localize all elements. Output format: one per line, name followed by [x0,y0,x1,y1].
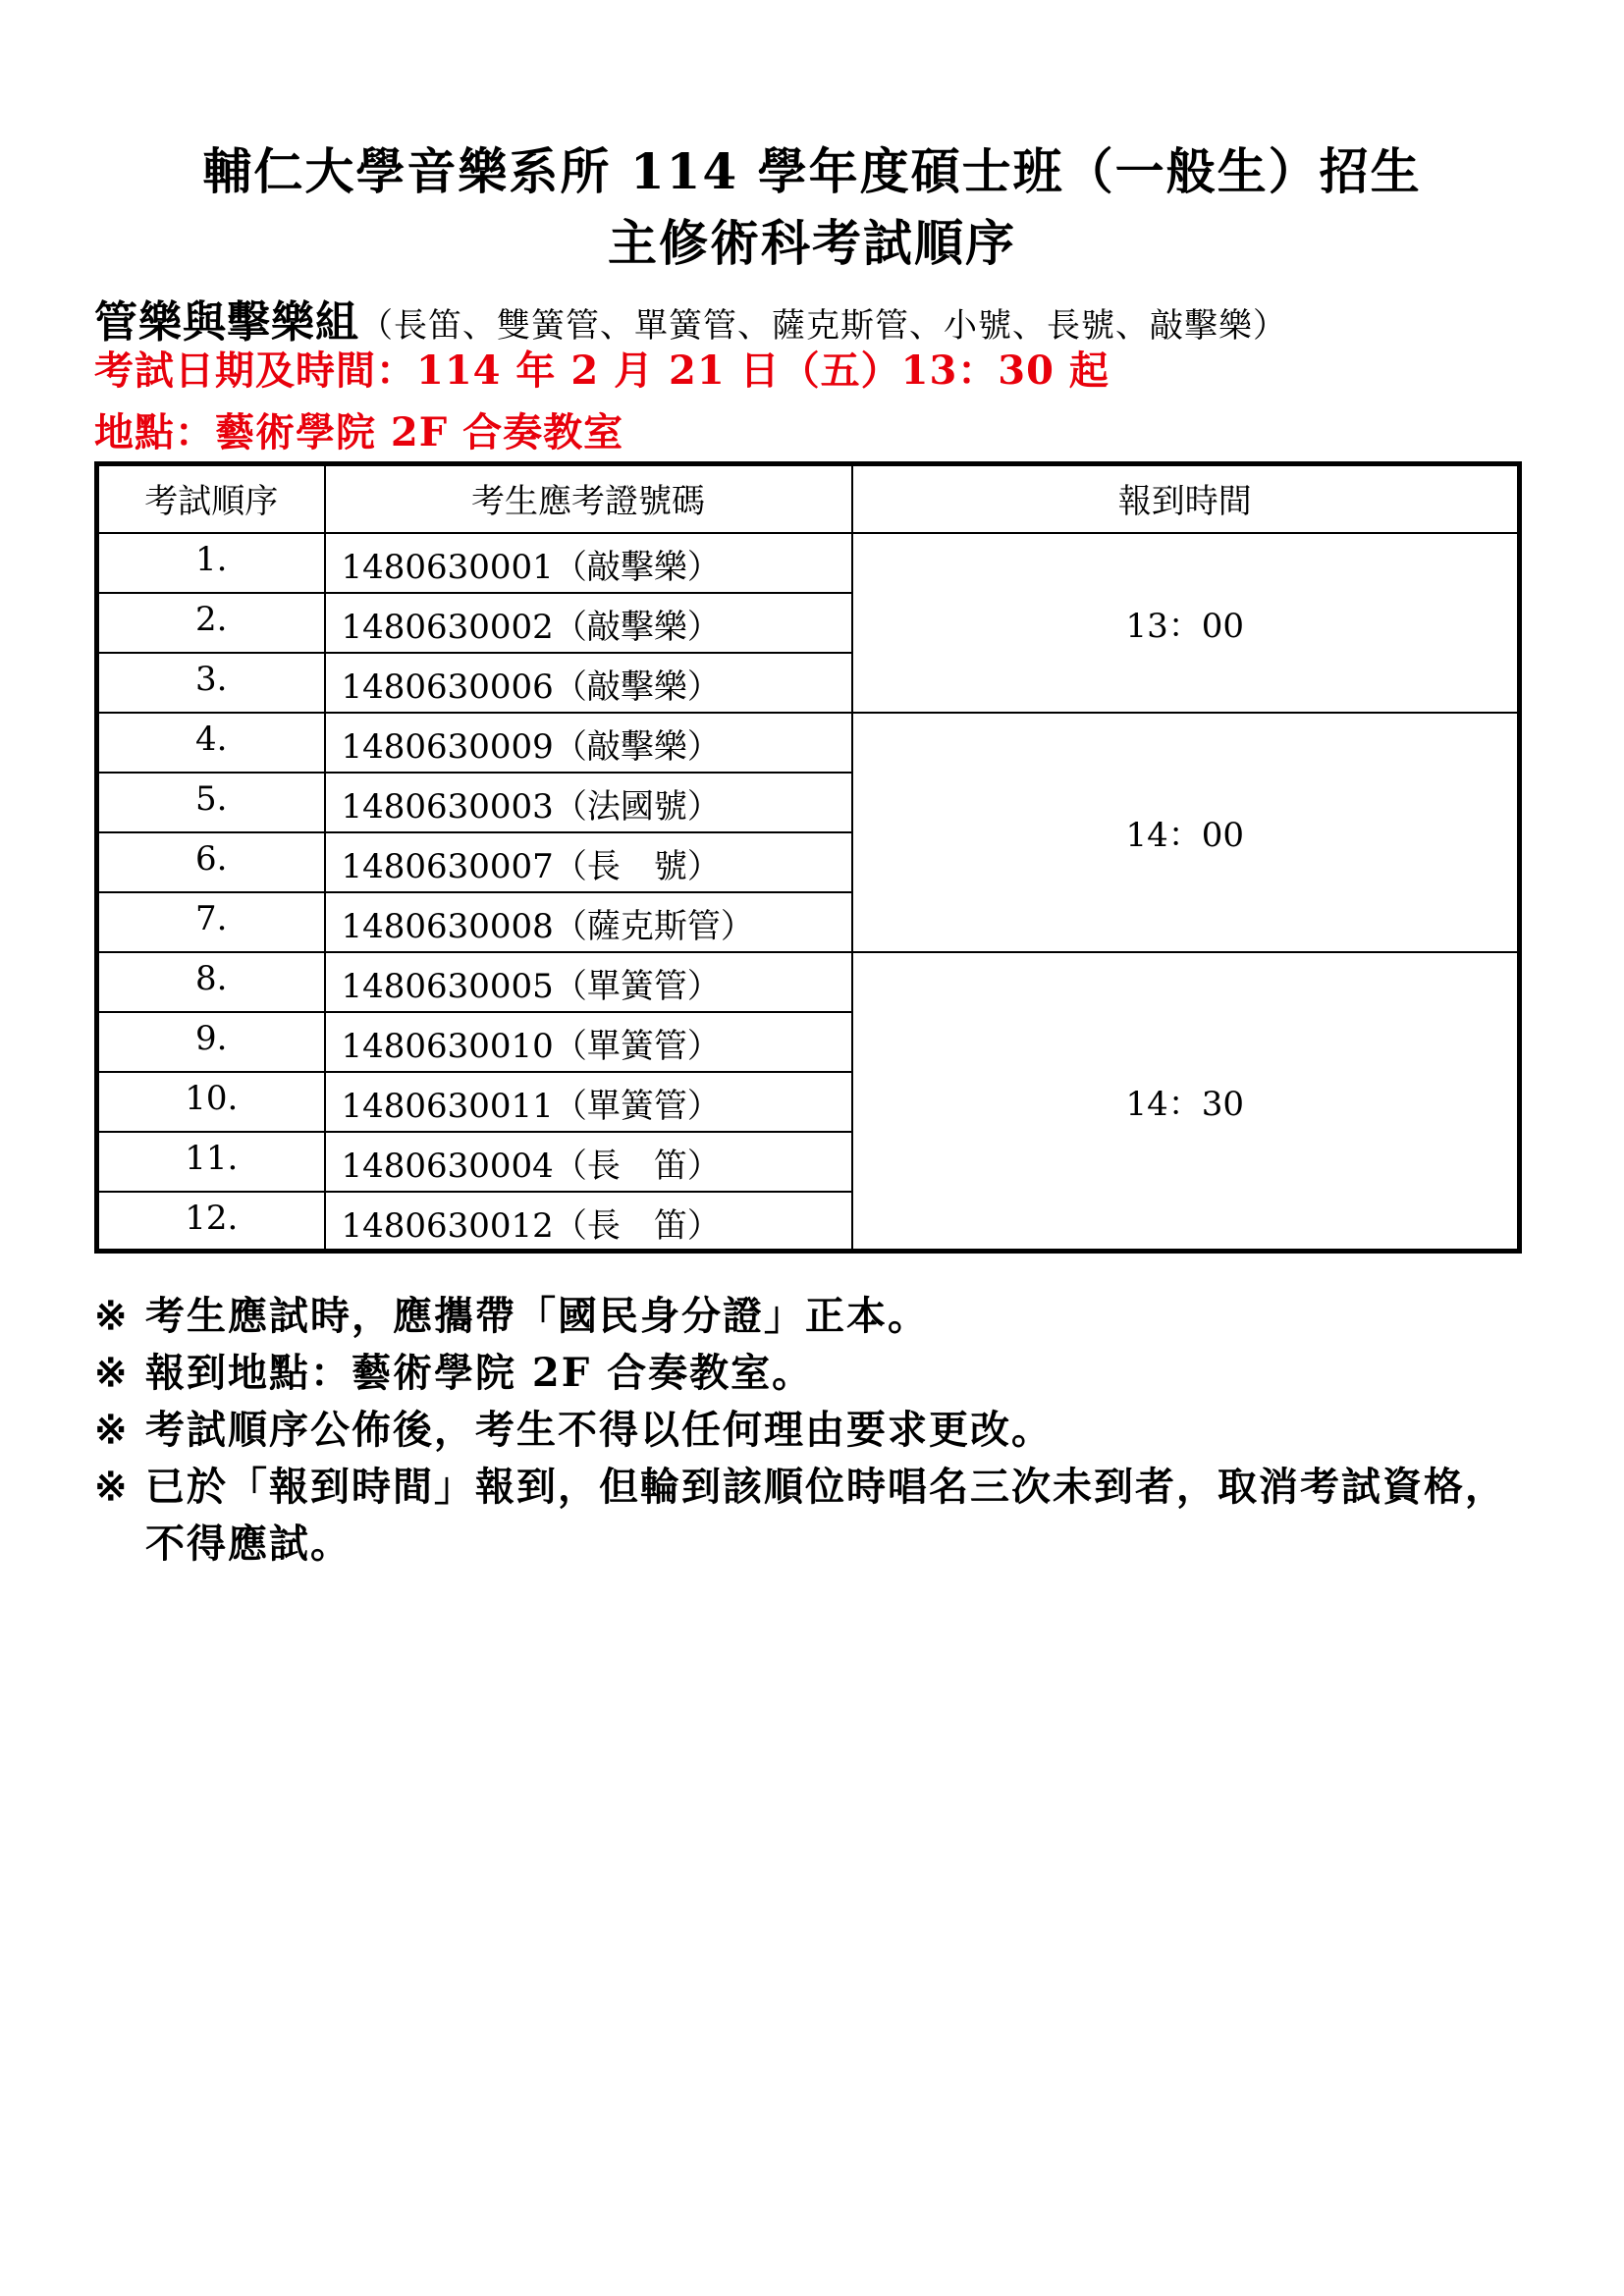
table-row [97,533,1520,593]
table-row [97,713,1520,773]
reference-mark: ※ [94,1464,130,1510]
order-cell: 12. [97,1192,325,1252]
candidate-cell: 1480630009（敲擊樂） [325,713,852,773]
order-cell: 8. [97,952,325,1012]
report-time-cell: 14：30 [852,952,1520,1252]
report-time-cell: 14：00 [852,713,1520,952]
order-cell: 9. [97,1012,325,1072]
candidate-cell: 1480630012（長 笛） [325,1192,852,1252]
exam-datetime: 考試日期及時間：114 年 2 月 21 日（五）13：30 起 [94,347,1110,394]
report-time-cell: 13：00 [852,533,1520,713]
table-header-row [97,464,1520,533]
order-cell: 1. [97,533,325,593]
note-text: 考生應試時，應攜帶「國民身分證」正本。 [145,1293,929,1339]
order-cell: 5. [97,773,325,832]
order-cell: 6. [97,832,325,892]
group-heading [94,287,1287,349]
order-cell: 10. [97,1072,325,1132]
reference-mark: ※ [94,1350,130,1396]
candidate-cell: 1480630005（單簧管） [325,952,852,1012]
candidate-cell: 1480630007（長 號） [325,832,852,892]
document-subtitle: 主修術科考試順序 [608,214,1016,272]
candidate-cell: 1480630008（薩克斯管） [325,892,852,952]
order-cell: 4. [97,713,325,773]
candidate-cell: 1480630010（單簧管） [325,1012,852,1072]
order-cell: 3. [97,653,325,713]
reference-mark: ※ [94,1293,130,1339]
reference-mark: ※ [94,1407,130,1453]
exam-schedule-table [94,461,1522,1254]
candidate-cell: 1480630011（單簧管） [325,1072,852,1132]
candidate-cell: 1480630006（敲擊樂） [325,653,852,713]
note-text: 考試順序公佈後，考生不得以任何理由要求更改。 [145,1407,1053,1453]
notes-list [94,1288,1538,1573]
order-cell: 2. [97,593,325,653]
note-item [94,1345,1538,1402]
note-item [94,1459,1538,1573]
order-cell: 7. [97,892,325,952]
header-order: 考試順序 [97,464,325,533]
order-cell: 11. [97,1132,325,1192]
note-text: 已於「報到時間」報到，但輪到該順位時唱名三次未到者，取消考試資格，不得應試。 [145,1464,1506,1567]
candidate-cell: 1480630001（敲擊樂） [325,533,852,593]
group-name: 管樂與擊樂組 [94,297,359,347]
note-item [94,1288,1538,1345]
candidate-cell: 1480630004（長 笛） [325,1132,852,1192]
document-title: 輔仁大學音樂系所 114 學年度碩士班（一般生）招生 [202,142,1422,200]
table-row [97,952,1520,1012]
candidate-cell: 1480630002（敲擊樂） [325,593,852,653]
header-candidate-number: 考生應考證號碼 [325,464,852,533]
header-report-time: 報到時間 [852,464,1520,533]
group-instruments: （長笛、雙簧管、單簧管、薩克斯管、小號、長號、敲擊樂） [359,306,1287,346]
exam-location: 地點：藝術學院 2F 合奏教室 [94,409,624,455]
note-item [94,1402,1538,1459]
candidate-cell: 1480630003（法國號） [325,773,852,832]
note-text: 報到地點：藝術學院 2F 合奏教室。 [145,1350,814,1396]
